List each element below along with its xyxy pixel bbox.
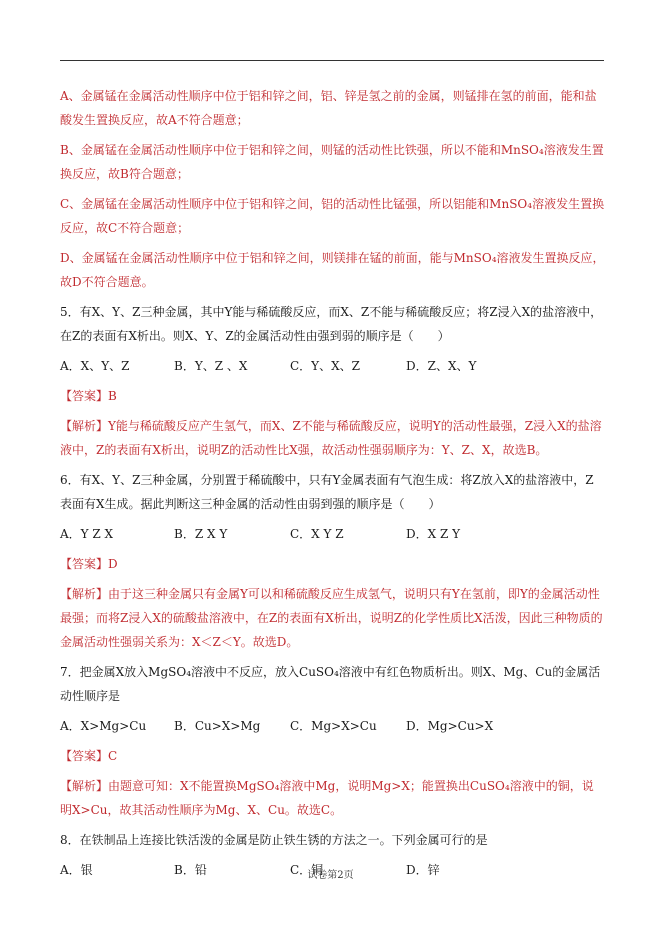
header-rule — [60, 60, 604, 61]
option-a: A．Y Z X — [60, 527, 114, 541]
option-d: D．锌 — [406, 863, 440, 877]
question-7-analysis: 【解析】由题意可知：X不能置换MgSO₄溶液中Mg，说明Mg>X；能置换出CuSO₄溶液中的铜，说明X>Cu，故其活动性顺序为Mg、X、Cu。故选C。 — [60, 779, 594, 817]
option-d: D．Mg>Cu>X — [406, 719, 494, 733]
option-a: A．X、Y、Z — [60, 359, 130, 373]
option-c: C．X Y Z — [290, 527, 344, 541]
question-6-answer: 【答案】D — [60, 557, 118, 571]
question-8-stem: 8．在铁制品上连接比铁活泼的金属是防止铁生锈的方法之一。下列金属可行的是 — [60, 833, 488, 847]
option-b: B．Y、Z 、X — [174, 359, 248, 373]
analysis-option-a: A、金属锰在金属活动性顺序中位于铝和锌之间，铝、锌是氢之前的金属，则锰排在氢的前面，能和盐酸发生置换反应，故A不符合题意； — [60, 89, 597, 127]
question-5-answer: 【答案】B — [60, 389, 117, 403]
analysis-option-d: D、金属锰在金属活动性顺序中位于铝和锌之间，则镁排在锰的前面，能与MnSO₄溶液发生置换反应，故D不符合题意。 — [60, 251, 605, 289]
question-5-analysis: 【解析】Y能与稀硫酸反应产生氢气，而X、Z不能与稀硫酸反应，说明Y的活动性最强，Z浸入X的盐溶液中，Z的表面有X析出，说明Z的活动性比X强，故活动性强弱顺序为：Y、Z、X，故选B。 — [60, 419, 602, 457]
question-6-stem: 6．有X、Y、Z三种金属，分别置于稀硫酸中，只有Y金属表面有气泡生成：将Z放入X的盐溶液中，Z表面有X生成。据此判断这三种金属的活动性由弱到强的顺序是（ ） — [60, 473, 594, 511]
question-6-analysis: 【解析】由于这三种金属只有金属Y可以和稀硫酸反应生成氢气，说明只有Y在氢前，即Y的金属活动性最强；而将Z浸入X的硫酸盐溶液中，在Z的表面有X析出，说明Z的化学性质比X活泼，因此三种物质的金属活动性强弱关系为：X＜Z＜Y。故选D。 — [60, 587, 603, 649]
option-b: B．Cu>X>Mg — [174, 719, 261, 733]
option-c: C．Y、X、Z — [290, 359, 360, 373]
option-a: A．银 — [60, 863, 93, 877]
option-d: D．X Z Y — [406, 527, 461, 541]
analysis-option-c: C、金属锰在金属活动性顺序中位于铝和锌之间，铝的活动性比锰强，所以铝能和MnSO₄溶液发生置换反应，故C不符合题意； — [60, 197, 605, 235]
question-7-answer: 【答案】C — [60, 749, 118, 763]
question-5-options — [60, 354, 605, 378]
analysis-option-b: B、金属锰在金属活动性顺序中位于铝和锌之间，则锰的活动性比铁强，所以不能和MnSO₄溶液发生置换反应，故B符合题意； — [60, 143, 604, 181]
page-content — [60, 84, 605, 888]
option-d: D．Z、X、Y — [406, 359, 477, 373]
option-c: C．铜 — [290, 863, 324, 877]
question-7-stem: 7．把金属X放入MgSO₄溶液中不反应，放入CuSO₄溶液中有红色物质析出。则X、Mg、Cu的金属活动性顺序是 — [60, 665, 601, 703]
option-b: B．铅 — [174, 863, 207, 877]
option-c: C．Mg>X>Cu — [290, 719, 377, 733]
question-5-stem: 5．有X、Y、Z三种金属，其中Y能与稀硫酸反应，而X、Z不能与稀硫酸反应；将Z浸入X的盐溶液中，在Z的表面有X析出。则X、Y、Z的金属活动性由强到弱的顺序是（ ） — [60, 305, 603, 343]
page-footer: 试卷第2页 — [307, 870, 354, 881]
question-6-options — [60, 522, 605, 546]
option-b: B．Z X Y — [174, 527, 228, 541]
question-7-options — [60, 714, 605, 738]
option-a: A．X>Mg>Cu — [60, 719, 147, 733]
